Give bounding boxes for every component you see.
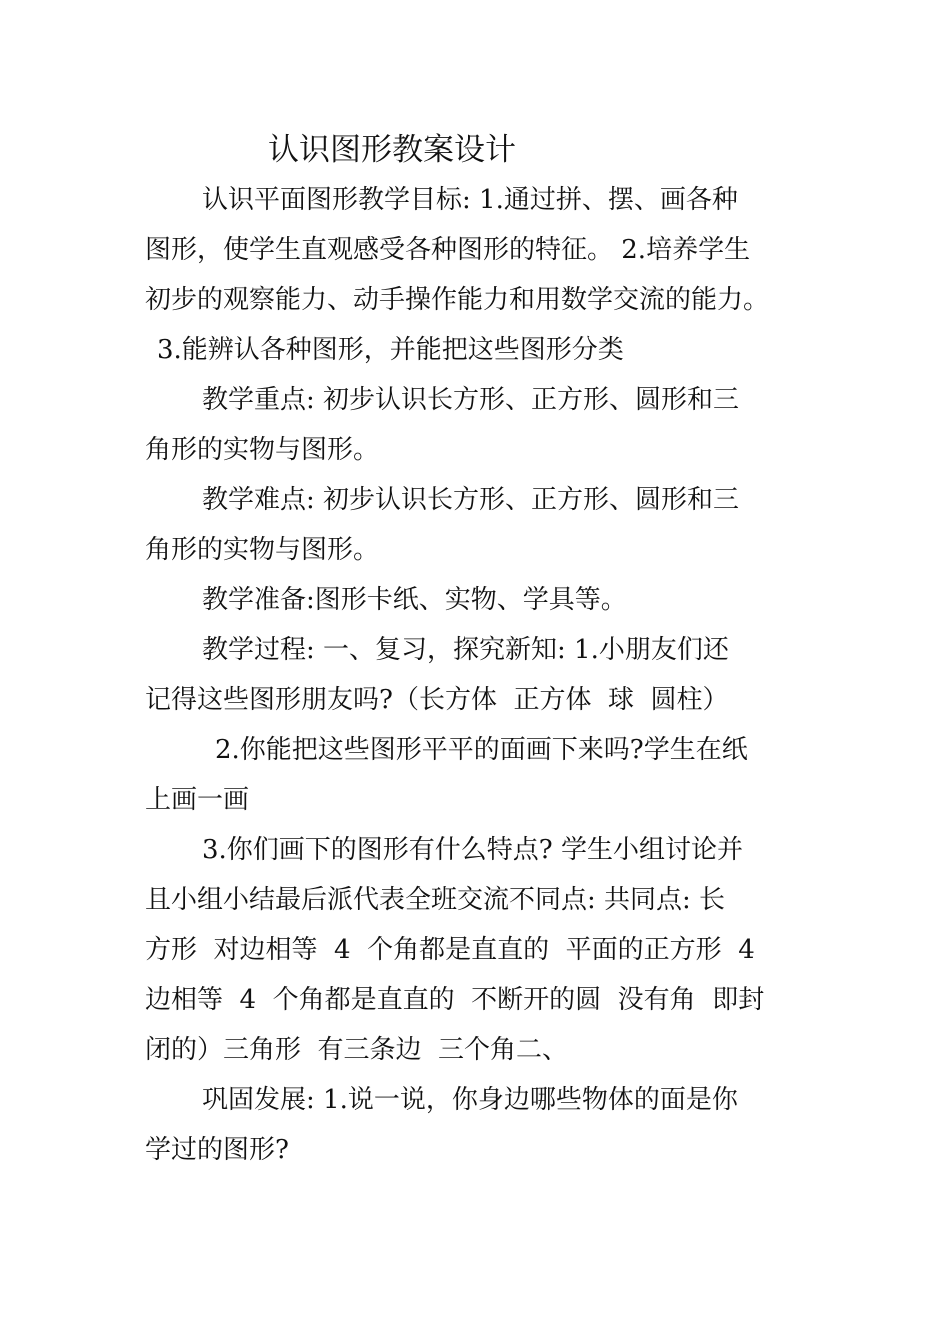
text-line: 教学过程: 一、复习，探究新知: 1.小朋友们还 bbox=[202, 635, 729, 665]
text-line: 上画一画 bbox=[145, 785, 250, 815]
document-title: 认识图形教案设计 bbox=[268, 132, 516, 168]
text-line: 闭的）三角形 有三条边 三个角二、 bbox=[145, 1035, 569, 1065]
text-line: 教学重点: 初步认识长方形、正方形、圆形和三 bbox=[202, 385, 740, 415]
text-line: 且小组小结最后派代表全班交流不同点: 共同点: 长 bbox=[145, 885, 726, 915]
text-line: 边相等 4 个角都是直直的 不断开的圆 没有角 即封 bbox=[145, 985, 765, 1015]
text-line: 初步的观察能力、动手操作能力和用数学交流的能力。 bbox=[145, 285, 770, 315]
text-line: 3.能辨认各种图形，并能把这些图形分类 bbox=[157, 335, 624, 365]
document-body bbox=[145, 175, 825, 1175]
text-line: 3.你们画下的图形有什么特点? 学生小组讨论并 bbox=[202, 835, 744, 865]
text-line: 方形 对边相等 4 个角都是直直的 平面的正方形 4 bbox=[145, 935, 755, 965]
text-line: 巩固发展: 1.说一说，你身边哪些物体的面是你 bbox=[202, 1085, 738, 1115]
text-line: 教学准备:图形卡纸、实物、学具等。 bbox=[202, 585, 627, 615]
text-line: 2.你能把这些图形平平的面画下来吗?学生在纸 bbox=[215, 735, 748, 765]
text-line: 图形，使学生直观感受各种图形的特征。 2.培养学生 bbox=[145, 235, 751, 265]
text-line: 学过的图形? bbox=[145, 1135, 289, 1165]
text-line: 记得这些图形朋友吗?（长方体 正方体 球 圆柱） bbox=[145, 685, 729, 715]
text-line: 角形的实物与图形。 bbox=[145, 435, 380, 465]
text-line: 教学难点: 初步认识长方形、正方形、圆形和三 bbox=[202, 485, 740, 515]
text-line: 角形的实物与图形。 bbox=[145, 535, 380, 565]
text-line: 认识平面图形教学目标: 1.通过拼、摆、画各种 bbox=[202, 185, 738, 215]
